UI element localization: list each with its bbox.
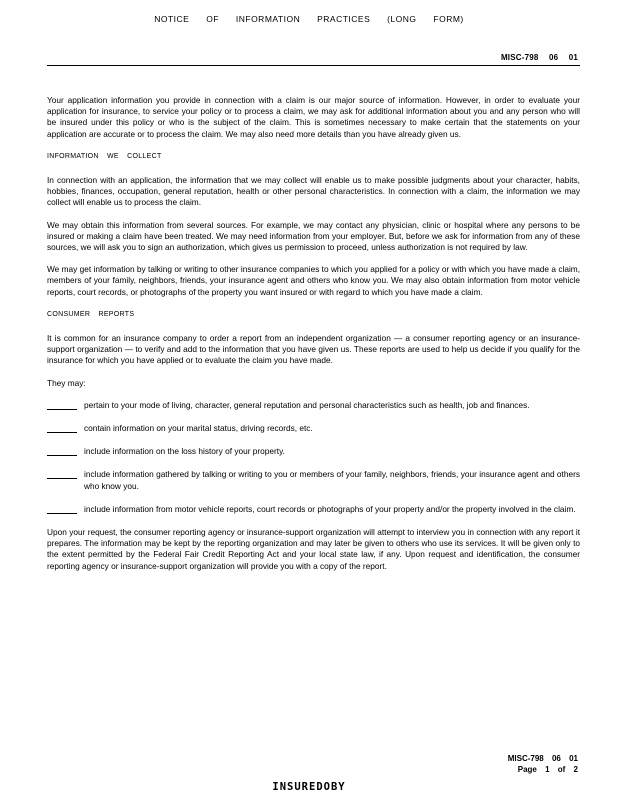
checklist-item-text: include information on the loss history of your property. [84,446,285,457]
heading-consumer-reports: CONSUMER REPORTS [47,310,135,318]
checklist-item [47,423,580,434]
checklist-blank-line[interactable] [47,423,77,433]
form-code-bottom: MISC-798 06 01 [507,754,578,763]
collect-paragraph-3: We may get information by talking or writing to other insurance companies to which you applied for a policy or with which you have made a claim, members of your family, neighbors, friends, your insurance agent and others who know you. We may also obtain information from motor vehicle reports, court records, or photographs of the property you want insured or with regard to which you have made a claim. [47,264,580,297]
checklist-blank-line[interactable] [47,504,77,514]
document-body [47,95,580,572]
they-may-label: They may: [47,377,86,388]
collect-paragraph-2: We may obtain this information from several sources. For example, we may contact any physician, clinic or hospital where any persons to be insured or making a claim have been treated. We may need information from your employer. But, before we ask for information from any of these sources, we will ask you to sign an authorization, which gives us permission to proceed, unless authorization is not required by law. [47,219,580,253]
checklist-item [47,446,580,457]
heading-information-we-collect: INFORMATION WE COLLECT [47,152,162,160]
form-code-top: MISC-798 06 01 [500,53,578,62]
document-title: NOTICE OF INFORMATION PRACTICES (LONG FORM) [154,14,464,24]
checklist-item-text: include information gathered by talking or writing to you or members of your family, neighbors, friends, your insurance agent and others who know you. [84,469,580,491]
closing-paragraph: Upon your request, the consumer reporting agency or insurance-support organization will attempt to interview you in connection with any report it prepares. The information may be kept by the reporting organization and may later be given to others who use its services. It will be given only to the extent permitted by the Federal Fair Credit Reporting Act and your local state law, if any. Upon request and identification, the consumer reporting agency or insurance-support organization will provide you with a copy of the report. [47,527,580,571]
watermark-text: INSUREDOBY [272,781,346,793]
consumer-paragraph: It is common for an insurance company to order a report from an independent organization — a consumer reporting agency or an insurance-support organization — to verify and add to the information that you have given us. These reports are used to help us decide if you qualify for the insurance for which you have applied or to evaluate the claim you have made. [47,333,580,366]
checklist-item [47,504,580,515]
checklist-blank-line[interactable] [47,446,77,456]
checklist-item-text: contain information on your marital status, driving records, etc. [84,423,313,434]
checklist-blank-line[interactable] [47,400,77,410]
checklist-blank-line[interactable] [47,469,77,479]
checklist-item [47,469,580,491]
checklist-item [47,400,580,411]
page-footer [508,753,578,775]
page-number: Page 1 of 2 [517,765,578,774]
header-rule [47,65,580,66]
intro-paragraph: Your application information you provide in connection with a claim is our major source of information. However, in order to evaluate your application for insurance, to service your policy or to process a claim, we may ask for additional information about you and any person who will be insured under this policy or who is the subject of the claim. This is sometimes necessary to make certain that the statements on your application are accurate or to process the claim. We may also need more details than you have already given us. [47,95,580,139]
checklist-item-text: include information from motor vehicle reports, court records or photographs of your property and/or the property involved in the claim. [84,503,576,514]
collect-paragraph-1: In connection with an application, the information that we may collect will enable us to make possible judgments about your character, habits, hobbies, finances, occupation, general reputation, health or other personal characteristics. In connection with a claim, the information we may collect will enable us to process the claim. [47,175,580,208]
checklist-item-text: pertain to your mode of living, character, general reputation and personal characteristics such as health, job and finances. [84,399,530,410]
